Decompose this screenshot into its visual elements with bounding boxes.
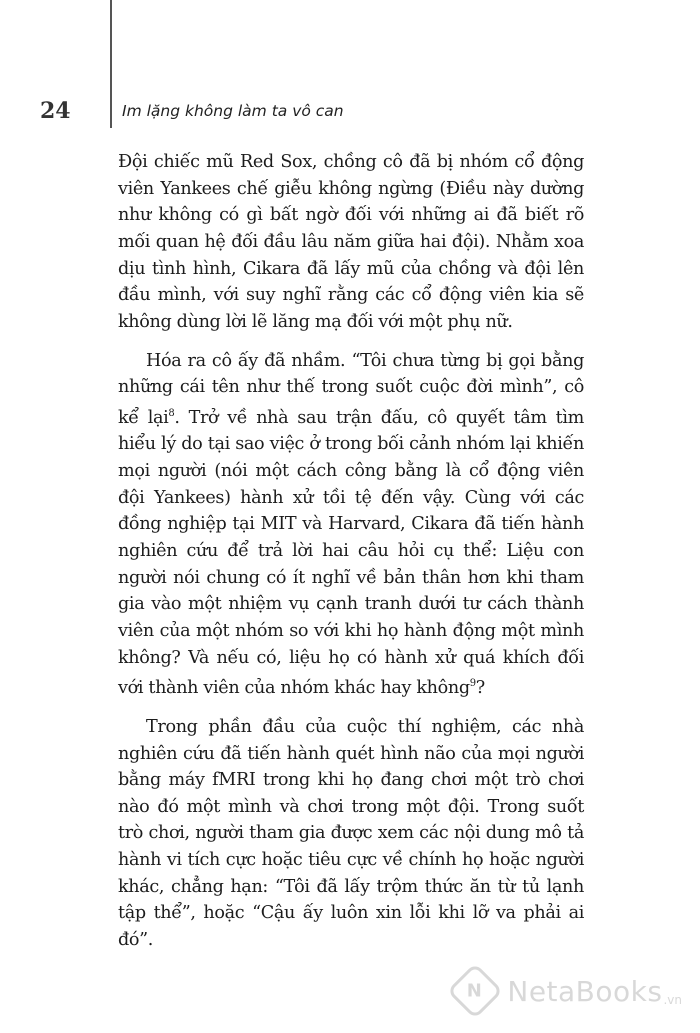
paragraph-2-part-a: Hóa ra cô ấy đã nhầm. “Tôi chưa từng bị gọi bằng những cái tên như thế trong suốt cuộc đời mình”, cô kể lại xyxy=(118,350,584,428)
watermark-text: NetaBooks xyxy=(507,974,663,1008)
paragraph-2 xyxy=(118,348,584,702)
body-text xyxy=(118,149,584,966)
page-number: 24 xyxy=(40,98,71,124)
running-title: Im lặng không làm ta vô can xyxy=(122,102,344,120)
footnote-ref-8: 8 xyxy=(168,407,175,419)
header-vertical-rule xyxy=(110,0,112,128)
watermark-suffix: .vn xyxy=(663,993,682,1007)
netabooks-logo-icon: N xyxy=(447,963,504,1020)
watermark xyxy=(455,971,682,1011)
paragraph-2-part-b: . Trở về nhà sau trận đấu, cô quyết tâm tìm hiểu lý do tại sao việc ở trong bối cảnh nhóm lại khiến mọi người (nói một cách công bằng là cổ động viên đội Yankees) hành xử tồi tệ đến vậy. Cùng với các đồng nghiệp tại MIT và Harvard, Cikara đã tiến hành nghiên cứu để trả lời hai câu hỏi cụ thể: Liệu con người nói chung có ít nghĩ về bản thân hơn khi tham gia vào một nhiệm vụ cạnh tranh dưới tư cách thành viên của một nhóm so với khi họ hành động một mình không? Và nếu có, liệu họ có hành xử quá khích đối với thành viên của nhóm khác hay không xyxy=(118,407,584,699)
footnote-ref-9: 9 xyxy=(469,678,476,690)
paragraph-3: Trong phần đầu của cuộc thí nghiệm, các nhà nghiên cứu đã tiến hành quét hình não của mọi người bằng máy fMRI trong khi họ đang chơi một trò chơi nào đó một mình và chơi trong một đội. Trong suốt trò chơi, người tham gia được xem các nội dung mô tả hành vi tích cực hoặc tiêu cực về chính họ hoặc người khác, chẳng hạn: “Tôi đã lấy trộm thức ăn từ tủ lạnh tập thể”, hoặc “Cậu ấy luôn xin lỗi khi lỡ va phải ai đó”. xyxy=(118,716,584,951)
paragraph-1: Đội chiếc mũ Red Sox, chồng cô đã bị nhóm cổ động viên Yankees chế giễu không ngừng (Điều này dường như không có gì bất ngờ đối với những ai đã biết rõ mối quan hệ đối đầu lâu năm giữa hai đội). Nhằm xoa dịu tình hình, Cikara đã lấy mũ của chồng và đội lên đầu mình, với suy nghĩ rằng các cổ động viên kia sẽ không dùng lời lẽ lăng mạ đối với một phụ nữ. xyxy=(118,152,584,332)
paragraph-2-part-c: ? xyxy=(475,678,485,699)
